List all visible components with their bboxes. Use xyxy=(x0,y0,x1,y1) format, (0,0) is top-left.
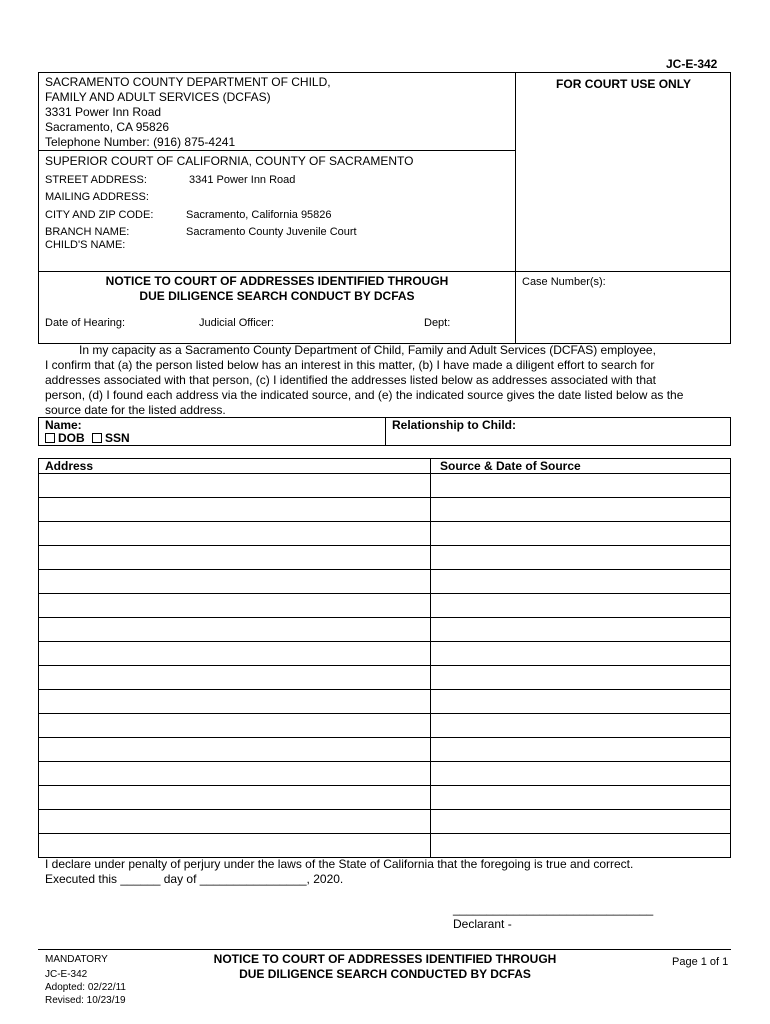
address-cell[interactable] xyxy=(42,596,426,616)
statement-paragraph xyxy=(45,343,731,418)
table-row-rule xyxy=(38,593,731,594)
source-cell[interactable] xyxy=(435,836,725,856)
person-name-label[interactable]: Name: xyxy=(45,418,82,432)
address-cell[interactable] xyxy=(42,740,426,760)
court-divider xyxy=(38,271,731,272)
source-cell[interactable] xyxy=(435,500,725,520)
table-row-rule xyxy=(38,617,731,618)
address-cell[interactable] xyxy=(42,524,426,544)
footer-title-line1: NOTICE TO COURT OF ADDRESSES IDENTIFIED THROUGH xyxy=(213,952,557,966)
address-cell[interactable] xyxy=(42,620,426,640)
table-row-rule xyxy=(38,641,731,642)
footer-code: JC-E-342 xyxy=(45,969,88,980)
branch-label: BRANCH NAME: xyxy=(45,226,130,238)
statement-line2: I confirm that (a) the person listed below has an interest in this matter, (b) I have made a diligent effort to search for xyxy=(45,358,655,372)
source-cell[interactable] xyxy=(435,716,725,736)
table-row-rule xyxy=(38,833,731,834)
agency-address: 3331 Power Inn Road xyxy=(45,105,162,119)
address-table-divider xyxy=(430,458,431,858)
street-value: 3341 Power Inn Road xyxy=(189,174,296,186)
table-row-rule xyxy=(38,665,731,666)
table-row-rule xyxy=(38,497,731,498)
id-checkboxes xyxy=(45,431,130,446)
address-cell[interactable] xyxy=(42,788,426,808)
footer-title xyxy=(190,952,580,982)
signature-line[interactable]: ______________________________ xyxy=(453,902,654,916)
table-row-rule xyxy=(38,785,731,786)
child-name-label: CHILD'S NAME: xyxy=(45,239,126,251)
court-title: SUPERIOR COURT OF CALIFORNIA, COUNTY OF SACRAMENTO xyxy=(45,154,414,168)
address-cell[interactable] xyxy=(42,548,426,568)
address-cell[interactable] xyxy=(42,476,426,496)
court-use-label: FOR COURT USE ONLY xyxy=(556,77,691,91)
city-value: Sacramento, California 95826 xyxy=(186,209,332,221)
statement-line4: person, (d) I found each address via the indicated source, and (e) the indicated source gives the date listed below as the xyxy=(45,388,684,402)
person-divider xyxy=(385,417,386,446)
footer-page: Page 1 of 1 xyxy=(672,956,729,968)
address-cell[interactable] xyxy=(42,812,426,832)
source-cell[interactable] xyxy=(435,668,725,688)
table-row-rule xyxy=(38,521,731,522)
source-cell[interactable] xyxy=(435,644,725,664)
address-cell[interactable] xyxy=(42,716,426,736)
agency-line2: FAMILY AND ADULT SERVICES (DCFAS) xyxy=(45,90,271,104)
footer-mandatory: MANDATORY xyxy=(45,954,108,965)
source-cell[interactable] xyxy=(435,524,725,544)
source-cell[interactable] xyxy=(435,788,725,808)
statement-line1: In my capacity as a Sacramento County Department of Child, Family and Adult Services (DCFAS) employee, xyxy=(79,343,656,357)
agency-phone: Telephone Number: (916) 875-4241 xyxy=(45,135,236,149)
source-header: Source & Date of Source xyxy=(440,459,581,473)
source-cell[interactable] xyxy=(435,764,725,784)
table-row-rule xyxy=(38,737,731,738)
declarant-label: Declarant - xyxy=(453,917,512,931)
table-row-rule xyxy=(38,689,731,690)
table-row-rule xyxy=(38,809,731,810)
hearing-date-label: Date of Hearing: xyxy=(45,317,126,329)
ssn-label: SSN xyxy=(105,431,130,445)
table-row-rule xyxy=(38,545,731,546)
agency-block xyxy=(45,75,510,150)
form-code: JC-E-342 xyxy=(666,57,718,71)
footer-revised: Revised: 10/23/19 xyxy=(45,995,126,1006)
declaration-line1: I declare under penalty of perjury under the laws of the State of California that the foregoing is true and correct. xyxy=(45,857,634,871)
source-cell[interactable] xyxy=(435,596,725,616)
ssn-checkbox[interactable] xyxy=(92,433,102,443)
source-cell[interactable] xyxy=(435,620,725,640)
judicial-officer-label: Judicial Officer: xyxy=(199,317,274,329)
statement-line3: addresses associated with that person, (c) I identified the addresses listed below as addresses associated with that xyxy=(45,373,656,387)
branch-value: Sacramento County Juvenile Court xyxy=(186,226,357,238)
declaration-line2: Executed this ______ day of ________________, 2020. xyxy=(45,872,344,886)
notice-title-line2: DUE DILIGENCE SEARCH CONDUCT BY DCFAS xyxy=(139,289,415,303)
notice-title-line1: NOTICE TO COURT OF ADDRESSES IDENTIFIED THROUGH xyxy=(105,274,449,288)
street-label: STREET ADDRESS: xyxy=(45,174,147,186)
source-cell[interactable] xyxy=(435,740,725,760)
table-row-rule xyxy=(38,713,731,714)
table-row-rule xyxy=(38,569,731,570)
address-cell[interactable] xyxy=(42,500,426,520)
relationship-label[interactable]: Relationship to Child: xyxy=(392,418,516,432)
source-cell[interactable] xyxy=(435,548,725,568)
declaration xyxy=(45,857,731,887)
dob-label: DOB xyxy=(58,431,85,445)
footer-rule xyxy=(38,949,731,950)
agency-line1: SACRAMENTO COUNTY DEPARTMENT OF CHILD, xyxy=(45,75,331,89)
source-cell[interactable] xyxy=(435,572,725,592)
address-cell[interactable] xyxy=(42,572,426,592)
address-cell[interactable] xyxy=(42,692,426,712)
dob-checkbox[interactable] xyxy=(45,433,55,443)
statement-line5: source date for the listed address. xyxy=(45,403,226,417)
address-header: Address xyxy=(45,459,94,473)
source-cell[interactable] xyxy=(435,476,725,496)
agency-divider xyxy=(38,150,516,151)
footer-title-line2: DUE DILIGENCE SEARCH CONDUCTED BY DCFAS xyxy=(239,967,531,981)
dept-label: Dept: xyxy=(424,317,451,329)
source-cell[interactable] xyxy=(435,812,725,832)
address-cell[interactable] xyxy=(42,836,426,856)
source-cell[interactable] xyxy=(435,692,725,712)
mailing-label: MAILING ADDRESS: xyxy=(45,191,149,203)
table-row-rule xyxy=(38,473,731,474)
agency-city: Sacramento, CA 95826 xyxy=(45,120,170,134)
address-cell[interactable] xyxy=(42,668,426,688)
case-number-label: Case Number(s): xyxy=(522,276,606,288)
notice-title xyxy=(38,274,516,304)
address-cell[interactable] xyxy=(42,644,426,664)
footer-adopted: Adopted: 02/22/11 xyxy=(45,982,126,993)
city-label: CITY AND ZIP CODE: xyxy=(45,209,154,221)
table-row-rule xyxy=(38,761,731,762)
address-cell[interactable] xyxy=(42,764,426,784)
